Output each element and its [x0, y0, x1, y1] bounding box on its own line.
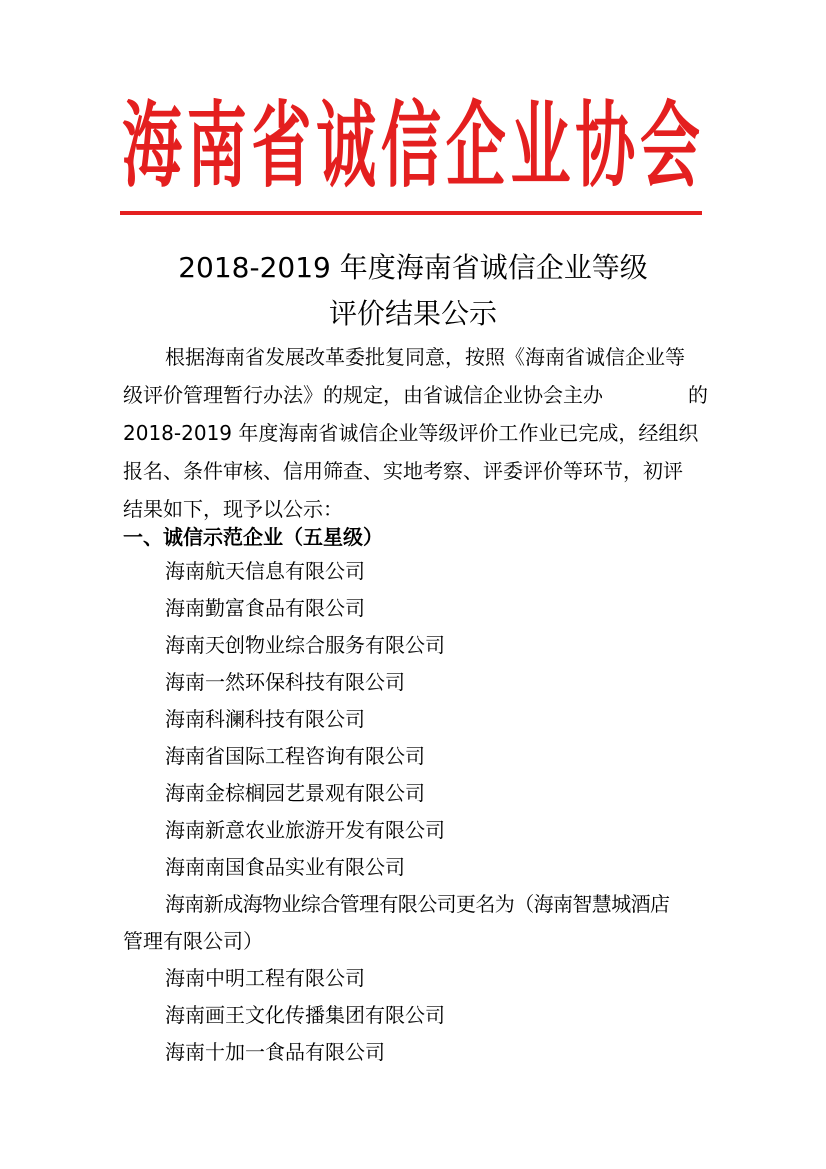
intro-text: 级评价管理暂行办法》的规定，由省诚信企业协会主办	[123, 383, 603, 407]
masthead-rule	[120, 211, 702, 215]
intro-text: 根据海南省发展改革委批复同意，按照《海南省诚信企业等	[165, 345, 685, 369]
list-item: 海南中明工程有限公司	[165, 966, 365, 990]
document-title-line2: 评价结果公示	[328, 297, 497, 330]
list-item: 海南省国际工程咨询有限公司	[165, 744, 425, 768]
intro-line	[123, 452, 708, 490]
section-heading: 一、诚信示范企业（五星级）	[123, 525, 383, 549]
renamed-line1: 海南新成海物业综合管理有限公司更名为（海南智慧城酒店	[165, 892, 670, 916]
masthead-char: 会	[640, 92, 700, 202]
masthead	[122, 92, 700, 202]
list-item: 海南画王文化传播集团有限公司	[165, 1003, 445, 1027]
masthead-char: 协	[575, 92, 636, 202]
document-title-line1: 2018-2019 年度海南省诚信企业等级	[178, 251, 648, 284]
intro-text: 2018-2019 年度海南省诚信企业等级评价工作业已完成，经组织	[123, 421, 699, 445]
list-item: 海南航天信息有限公司	[165, 559, 365, 583]
list-item: 海南南国食品实业有限公司	[165, 855, 405, 879]
masthead-char: 信	[381, 92, 441, 202]
intro-line	[123, 376, 708, 414]
intro-text: 结果如下，现予以公示：	[123, 497, 343, 521]
intro-text: 报名、条件审核、信用筛查、实地考察、评委评价等环节，初评	[123, 459, 683, 483]
list-item: 海南天创物业综合服务有限公司	[165, 633, 445, 657]
list-item: 海南十加一食品有限公司	[165, 1040, 385, 1064]
list-item: 海南勤富食品有限公司	[165, 596, 365, 620]
intro-line	[123, 338, 708, 376]
masthead-char: 业	[510, 92, 571, 202]
list-item: 海南金棕榈园艺景观有限公司	[165, 781, 425, 805]
company-list	[123, 553, 708, 1071]
list-item-renamed	[123, 886, 708, 960]
list-item: 海南新意农业旅游开发有限公司	[165, 818, 445, 842]
masthead-char: 海	[122, 92, 182, 202]
intro-paragraph	[123, 338, 708, 528]
masthead-char: 诚	[316, 92, 377, 202]
intro-text: 的	[688, 383, 708, 407]
masthead-char: 南	[186, 92, 247, 202]
list-item: 海南一然环保科技有限公司	[165, 670, 405, 694]
masthead-char: 企	[445, 92, 506, 202]
list-item: 海南科澜科技有限公司	[165, 707, 365, 731]
intro-line	[123, 414, 708, 452]
renamed-line2: 管理有限公司）	[123, 929, 263, 953]
masthead-char: 省	[251, 92, 312, 202]
